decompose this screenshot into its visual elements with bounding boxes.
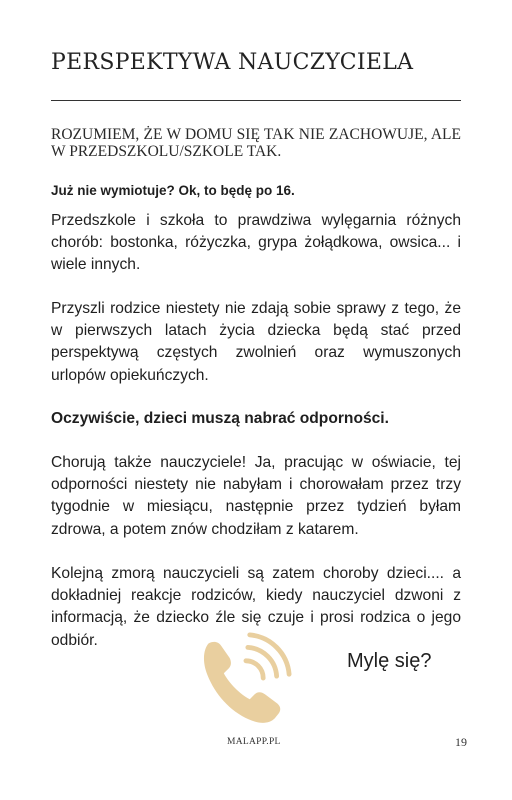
footer-site: MALAPP.PL: [227, 737, 281, 747]
page-title: PERSPEKTYWA NAUCZYCIELA: [51, 50, 414, 75]
paragraph-3-bold: Oczywiście, dzieci muszą nabrać odporności.: [51, 410, 389, 427]
paragraph-5: Kolejną zmorą nauczycieli są zatem choroby dzieci.... a dokładniej reakcje rodziców, kiedy nauczyciel dzwoni z informacją, że dziecko źle się czuje i prosi rodzica o jego odbiór.: [51, 565, 461, 649]
title-divider: [51, 100, 461, 101]
callout-question: Mylę się?: [347, 650, 432, 672]
paragraph-2: Przyszli rodzice niestety nie zdają sobie sprawy z tego, że w pierwszych latach życia dziecka będą stać przed perspektywą częstych zwolnień oraz wymuszonych urlopów opiekuńczych.: [51, 300, 461, 384]
lead-quote: Już nie wymiotuje? Ok, to będę po 16.: [51, 183, 295, 198]
paragraph-1: Przedszkole i szkoła to prawdziwa wylęgarnia różnych chorób: bostonka, różyczka, grypa żołądkowa, owsica... i wiele innych.: [51, 212, 461, 274]
section-subheading: ROZUMIEM, ŻE W DOMU SIĘ TAK NIE ZACHOWUJE, ALE W PRZEDSZKOLU/SZKOLE TAK.: [51, 126, 461, 160]
page-number: 19: [455, 735, 467, 749]
paragraph-4: Chorują także nauczyciele! Ja, pracując w oświacie, tej odporności niestety nie nabyłam i chorowałam przez trzy tygodnie w miesiącu, następnie przez tydzień byłam zdrowa, a potem znów chodziłam z katarem.: [51, 454, 461, 538]
phone-ringing-icon: [196, 632, 292, 728]
